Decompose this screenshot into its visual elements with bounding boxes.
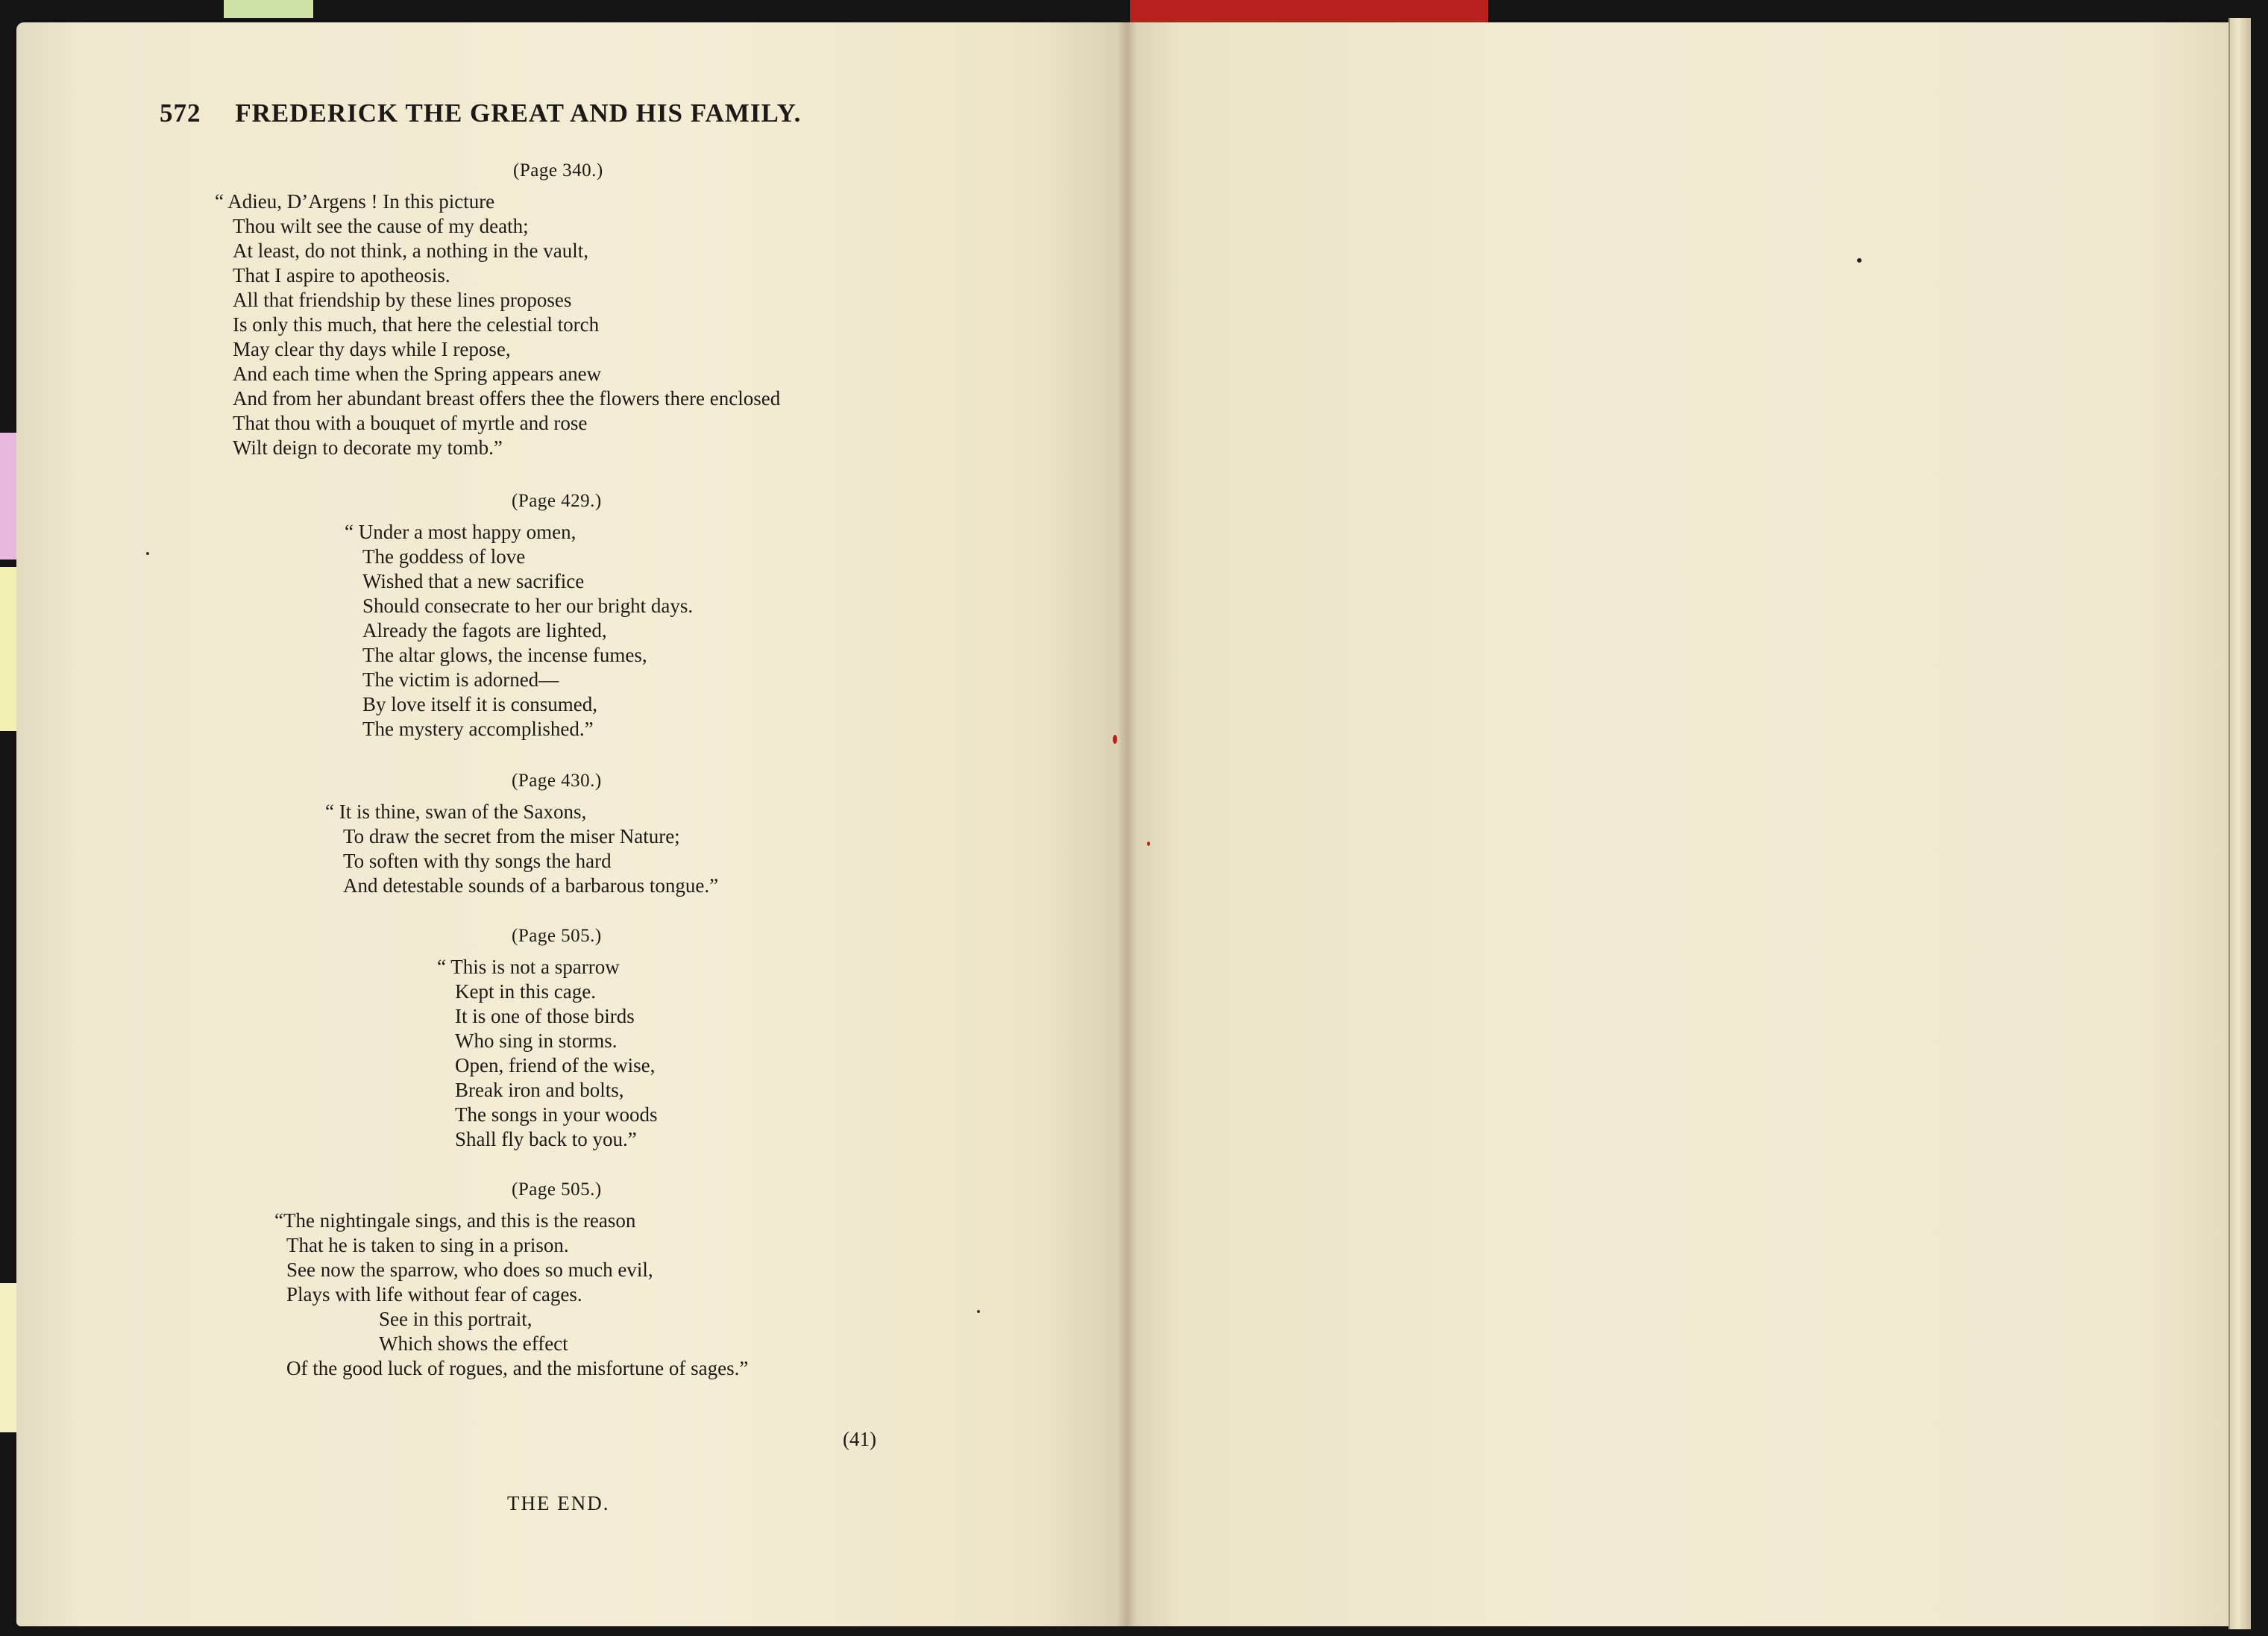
poem-line: The songs in your woods [455, 1103, 658, 1126]
poem-line: Should consecrate to her our bright days. [362, 595, 694, 617]
poem-block [437, 955, 658, 1152]
right-page-blank [1126, 22, 2228, 1626]
poem-line: “ Adieu, D’Argens ! In this picture [215, 190, 495, 213]
page-edges [2228, 18, 2251, 1629]
poem-line: That thou with a bouquet of myrtle and rose [233, 412, 588, 434]
page-reference: (Page 430.) [512, 771, 602, 791]
sticky-note-yellow-2 [0, 1283, 18, 1432]
poem-line: Kept in this cage. [455, 980, 596, 1003]
sticky-note-yellow [0, 567, 18, 731]
signature-mark: (41) [843, 1428, 876, 1450]
poem-line: That I aspire to apotheosis. [233, 264, 450, 286]
sticky-note-green [224, 0, 313, 18]
poem-line: See now the sparrow, who does so much evil, [286, 1259, 653, 1281]
poem-line: Thou wilt see the cause of my death; [233, 215, 529, 237]
poem-line: By love itself it is consumed, [362, 693, 597, 715]
page-reference: (Page 505.) [512, 926, 602, 946]
paper-speck [1857, 258, 1862, 263]
poem-line: And detestable sounds of a barbarous tongue.” [343, 874, 719, 897]
paper-speck [1113, 735, 1117, 744]
poem-line: “The nightingale sings, and this is the reason [274, 1209, 636, 1232]
poem-line: Wished that a new sacrifice [362, 570, 585, 592]
poem-line: To soften with thy songs the hard [343, 850, 612, 872]
poem-line: The goddess of love [362, 545, 526, 568]
poem-line: Plays with life without fear of cages. [286, 1283, 582, 1306]
poem-line: At least, do not think, a nothing in the vault, [233, 239, 588, 262]
poem-line: “ This is not a sparrow [437, 956, 620, 978]
page-reference: (Page 340.) [513, 160, 603, 181]
poem-line: Shall fly back to you.” [455, 1128, 637, 1150]
running-header [160, 98, 943, 128]
poem-line: The mystery accomplished.” [362, 718, 594, 740]
poem-line: Already the fagots are lighted, [362, 619, 607, 642]
poem-block [274, 1209, 749, 1381]
running-title: FREDERICK THE GREAT AND HIS FAMILY. [235, 98, 802, 128]
poem-line: Which shows the effect [379, 1332, 568, 1355]
paper-speck [146, 552, 149, 555]
paper-speck [1147, 841, 1150, 846]
poem-line: Is only this much, that here the celestial torch [233, 313, 600, 336]
poem-line: May clear thy days while I repose, [233, 338, 511, 360]
red-cover-edge [1130, 0, 1488, 22]
poem-line: Open, friend of the wise, [455, 1054, 656, 1076]
poem-line: And each time when the Spring appears anew [233, 363, 602, 385]
poem-line: All that friendship by these lines proposes [233, 289, 572, 311]
paper-speck [977, 1310, 980, 1313]
poem-line: See in this portrait, [379, 1308, 533, 1330]
poem-line: Break iron and bolts, [455, 1079, 624, 1101]
sticky-note-pink [0, 433, 18, 560]
book-gutter [1117, 22, 1137, 1626]
poem-line: Wilt deign to decorate my tomb.” [233, 436, 503, 459]
poem-line: “ Under a most happy omen, [345, 521, 577, 543]
poem-line: The victim is adorned— [362, 668, 559, 691]
page-number: 572 [160, 98, 201, 128]
poem-line: The altar glows, the incense fumes, [362, 644, 647, 666]
poem-line: Who sing in storms. [455, 1029, 618, 1052]
poem-line: To draw the secret from the miser Nature; [343, 825, 680, 847]
page-reference: (Page 505.) [512, 1179, 602, 1200]
poem-line: It is one of those birds [455, 1005, 635, 1027]
poem-line: Of the good luck of rogues, and the misfortune of sages.” [286, 1357, 749, 1379]
poem-block [325, 800, 719, 898]
poem-block [345, 520, 694, 742]
poem-block [215, 189, 781, 460]
poem-line: That he is taken to sing in a prison. [286, 1234, 569, 1256]
poem-line: And from her abundant breast offers thee the flowers there enclosed [233, 387, 781, 410]
end-text: THE END. [507, 1492, 610, 1514]
page-reference: (Page 429.) [512, 491, 602, 511]
poem-line: “ It is thine, swan of the Saxons, [325, 800, 587, 823]
